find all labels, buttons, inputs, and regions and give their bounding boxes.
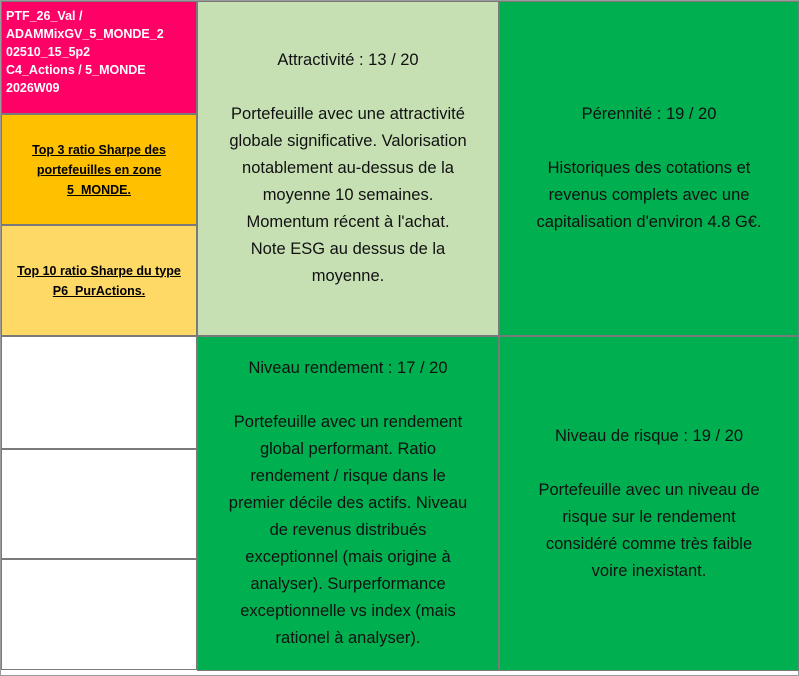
portfolio-id-text: PTF_26_Val / ADAMMixGV_5_MONDE_2 02510_15_5p2 C4_Actions / 5_MONDE 2026W09 (6, 9, 164, 95)
risque-card (499, 336, 799, 671)
rendement-title: Niveau rendement : 17 / 20 (248, 359, 448, 377)
perennite-description: Historiques des cotations et revenus complets avec une capitalisation d'environ 4.8 G€. (536, 159, 762, 231)
risque-description: Portefeuille avec un niveau de risque sur le rendement considéré comme très faible voire inexistant. (538, 480, 760, 580)
attractivite-title: Attractivité : 13 / 20 (277, 51, 419, 69)
empty-cell-3 (1, 559, 197, 670)
top3-sharpe-label: Top 3 ratio Sharpe des portefeuilles en zone 5_MONDE. (32, 142, 166, 197)
perennite-card (499, 1, 799, 336)
top3-sharpe-cell (1, 114, 197, 225)
attractivite-card (197, 1, 499, 336)
empty-cell-1 (1, 336, 197, 449)
top10-sharpe-cell (1, 225, 197, 336)
risque-title: Niveau de risque : 19 / 20 (554, 426, 744, 445)
perennite-title: Pérennité : 19 / 20 (581, 105, 717, 123)
rendement-card (197, 336, 499, 671)
rendement-description: Portefeuille avec un rendement global performant. Ratio rendement / risque dans le premier décile des actifs. Niveau de revenus distribués exceptionnel (mais origine à analyser). Surperformance exceptionnelle vs index (mais rationel à analyser). (228, 413, 468, 647)
empty-cell-2 (1, 449, 197, 559)
attractivite-description: Portefeuille avec une attractivité globale significative. Valorisation notablement au-dessus de la moyenne 10 semaines. Momentum récent à l'achat. Note ESG au dessus de la moyenne. (229, 105, 467, 285)
top10-sharpe-label: Top 10 ratio Sharpe du type P6_PurActions. (17, 263, 181, 298)
portfolio-id-cell (1, 1, 197, 114)
